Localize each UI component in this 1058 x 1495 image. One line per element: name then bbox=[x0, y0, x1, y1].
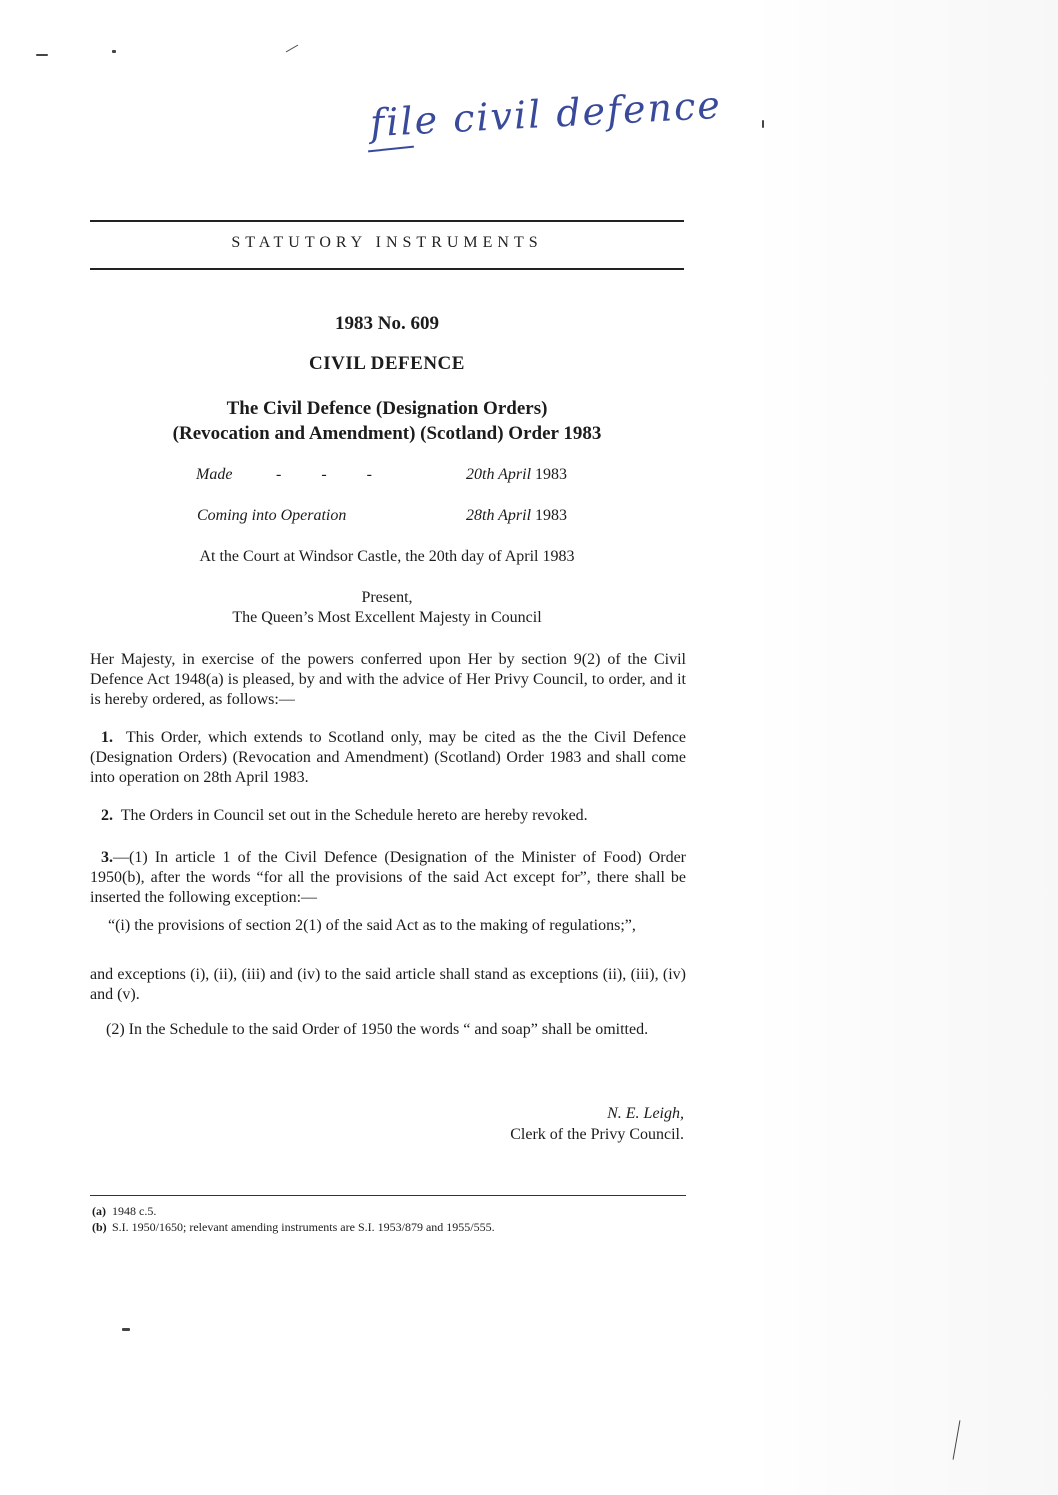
coming-into-operation-label: Coming into Operation bbox=[197, 507, 347, 524]
scan-speck bbox=[286, 45, 299, 53]
article-1 bbox=[90, 728, 686, 788]
footnote-a-text: 1948 c.5. bbox=[112, 1204, 157, 1218]
made-day: 20th April bbox=[466, 466, 532, 483]
article-2-text: The Orders in Council set out in the Schedule hereto are hereby revoked. bbox=[120, 807, 588, 824]
coming-year: 1983 bbox=[535, 507, 568, 524]
footnote-b-mark: (b) bbox=[92, 1220, 107, 1234]
coming-into-operation-date bbox=[466, 507, 567, 525]
made-dashes: - - - bbox=[276, 466, 390, 483]
scan-speck bbox=[112, 50, 116, 53]
footnote-rule bbox=[90, 1195, 686, 1196]
signatory-role: Clerk of the Privy Council. bbox=[510, 1126, 684, 1143]
court-line: At the Court at Windsor Castle, the 20th day of April 1983 bbox=[199, 548, 575, 565]
scan-shadow bbox=[748, 0, 1058, 1495]
header-rule-bottom bbox=[90, 268, 684, 270]
header-rule-top bbox=[90, 220, 684, 222]
instrument-subject: CIVIL DEFENCE bbox=[309, 353, 465, 374]
article-3 bbox=[90, 848, 686, 908]
annotation-underline bbox=[368, 146, 414, 153]
footnote-b bbox=[92, 1219, 495, 1235]
intro-paragraph: Her Majesty, in exercise of the powers conferred upon Her by section 9(2) of the Civil Defence Act 1948(a) is pleased, by and with the advice of Her Privy Council, to order, and it is hereby ordered, as follows:— bbox=[90, 651, 686, 708]
article-2-number: 2. bbox=[101, 807, 113, 824]
article-3-quoted-exception: “(i) the provisions of section 2(1) of the said Act as to the making of regulations;”, bbox=[108, 917, 636, 934]
present-block bbox=[90, 588, 684, 628]
made-date bbox=[466, 466, 567, 484]
coming-day: 28th April bbox=[466, 507, 532, 524]
order-title-line-1: The Civil Defence (Designation Orders) bbox=[226, 398, 548, 419]
signatory-name: N. E. Leigh, bbox=[607, 1105, 684, 1122]
made-year: 1983 bbox=[535, 466, 568, 483]
article-2 bbox=[90, 806, 686, 826]
scan-speck bbox=[36, 54, 48, 56]
scan-speck bbox=[122, 1328, 130, 1331]
handwritten-annotation: file civil defence bbox=[369, 82, 723, 146]
footnote-a bbox=[92, 1203, 495, 1219]
footnote-a-mark: (a) bbox=[92, 1204, 106, 1218]
article-3-text: —(1) In article 1 of the Civil Defence (Designation of the Minister of Food) Order 1950(b), after the words “for all the provisions of the said Act except for”, there shall be inserted the following exception:— bbox=[90, 849, 686, 906]
majesty-in-council: The Queen’s Most Excellent Majesty in Council bbox=[232, 609, 542, 626]
present-label: Present, bbox=[361, 589, 413, 606]
article-1-number: 1. bbox=[101, 729, 113, 746]
scan-speck bbox=[762, 120, 764, 128]
article-3-number: 3. bbox=[101, 849, 113, 866]
made-label: Made bbox=[196, 466, 233, 483]
article-3-subsection-2: (2) In the Schedule to the said Order of 1950 the words “ and soap” shall be omitted. bbox=[106, 1021, 649, 1038]
order-title-line-2: (Revocation and Amendment) (Scotland) Order 1983 bbox=[172, 423, 602, 444]
instrument-number: 1983 No. 609 bbox=[335, 313, 439, 334]
series-title: STATUTORY INSTRUMENTS bbox=[231, 234, 543, 251]
footnotes bbox=[92, 1203, 495, 1235]
article-1-text: This Order, which extends to Scotland only, may be cited as the the Civil Defence (Designation Orders) (Revocation and Amendment) (Scotland) Order 1983 and shall come into operation on 28th April 1983. bbox=[90, 729, 686, 786]
footnote-b-text: S.I. 1950/1650; relevant amending instruments are S.I. 1953/879 and 1955/555. bbox=[112, 1220, 495, 1234]
order-title bbox=[90, 396, 684, 446]
article-3-continuation: and exceptions (i), (ii), (iii) and (iv) to the said article shall stand as exceptions (ii), (iii), (iv) and (v). bbox=[90, 966, 686, 1003]
